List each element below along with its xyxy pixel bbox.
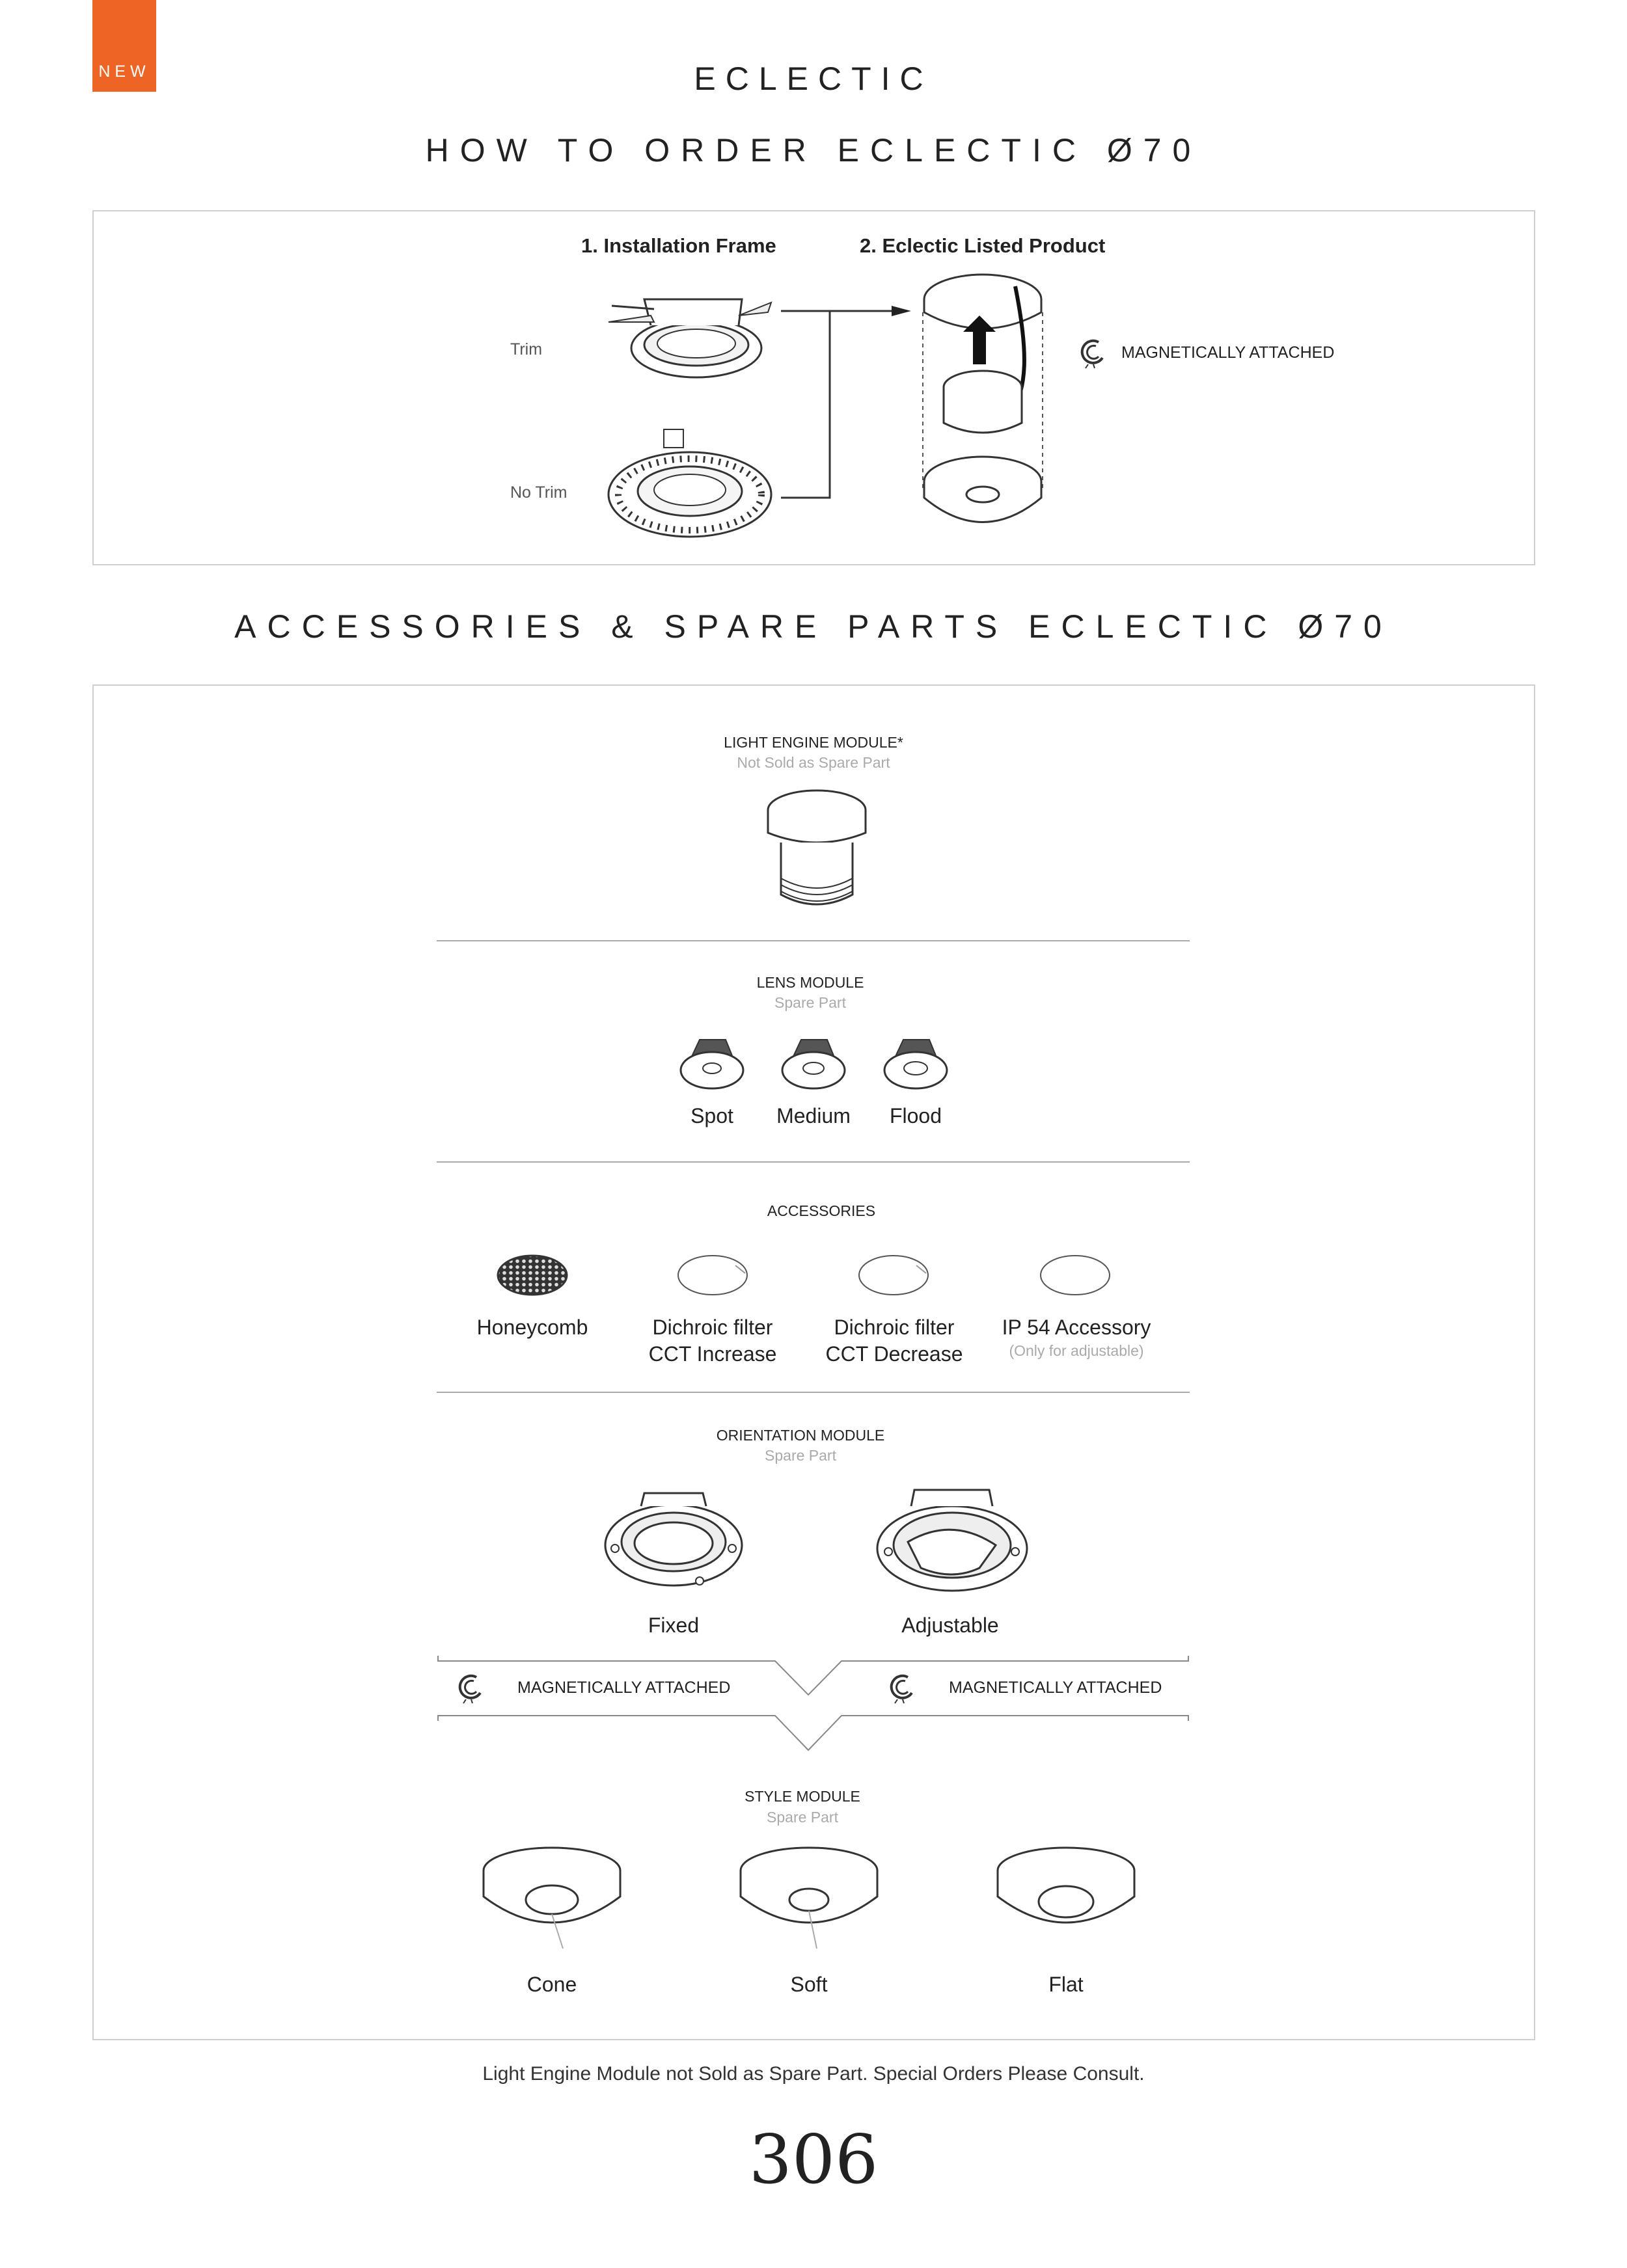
ip54-label [946, 1314, 1207, 1341]
magnetically-attached-label: MAGNETICALLY ATTACHED [1121, 344, 1335, 362]
connector-lines [781, 306, 911, 501]
trim-label: Trim [510, 340, 543, 358]
dichroic-decrease-line1: Dichroic filter [834, 1316, 955, 1339]
dichroic-increase-icon [678, 1256, 747, 1295]
lens-drawings [677, 1034, 950, 1100]
dichroic-decrease-icon [859, 1256, 928, 1295]
style-subtitle: Spare Part [767, 1809, 838, 1826]
light-engine-title: LIGHT ENGINE MODULE* [724, 734, 903, 751]
step-installation-frame: 1. Installation Frame [581, 234, 776, 257]
honeycomb-icon [498, 1256, 567, 1295]
style-drawings [482, 1844, 1139, 1962]
dichroic-increase-line2: CCT Increase [648, 1342, 777, 1366]
style-cone-label: Cone [526, 1973, 577, 1996]
light-engine-drawing [761, 787, 872, 917]
orientation-fixed-icon [605, 1493, 742, 1586]
no-trim-frame-drawing [605, 426, 774, 543]
orientation-title: ORIENTATION MODULE [716, 1427, 885, 1444]
brand-title: ECLECTIC [694, 61, 933, 97]
magnet-icon [1079, 338, 1108, 368]
trim-frame-drawing [605, 286, 774, 384]
style-title: STYLE MODULE [745, 1788, 860, 1805]
light-engine-subtitle: Not Sold as Spare Part [737, 754, 890, 771]
step-listed-product: 2. Eclectic Listed Product [860, 234, 1106, 257]
style-flat-icon [998, 1848, 1134, 1923]
orientation-drawings [602, 1483, 1038, 1600]
accessories-heading: ACCESSORIES & SPARE PARTS ECLECTIC Ø70 [234, 608, 1393, 645]
ip54-accessory-icon [1041, 1256, 1110, 1295]
style-cone-icon [484, 1848, 620, 1949]
lens-module-title: LENS MODULE [756, 974, 864, 991]
accessory-drawings [495, 1252, 1080, 1298]
magnet-icon-right [888, 1673, 917, 1703]
lens-spot-label: Spot [690, 1104, 733, 1127]
divider-2 [437, 1161, 1190, 1163]
style-soft-label: Soft [790, 1973, 828, 1996]
magnetically-attached-right: MAGNETICALLY ATTACHED [949, 1679, 1162, 1697]
lens-flood-label: Flood [889, 1104, 942, 1127]
magnet-icon-left [457, 1673, 485, 1703]
ip54-note: (Only for adjustable) [1009, 1342, 1144, 1359]
orientation-subtitle: Spare Part [765, 1447, 836, 1464]
style-soft-icon [741, 1848, 877, 1949]
listed-product-drawing [918, 273, 1048, 547]
lens-spot-icon [681, 1040, 743, 1088]
divider-1 [437, 940, 1190, 941]
magnetically-attached-left: MAGNETICALLY ATTACHED [517, 1679, 731, 1697]
divider-3 [437, 1392, 1190, 1393]
lens-medium-label: Medium [776, 1104, 851, 1127]
magnetic-chevron-band [437, 1656, 1192, 1753]
footnote: Light Engine Module not Sold as Spare Part. Special Orders Please Consult. [482, 2063, 1145, 2085]
lens-flood-icon [884, 1040, 947, 1088]
lens-medium-icon [782, 1040, 845, 1088]
orientation-adjustable-label: Adjustable [901, 1613, 999, 1637]
accessories-title: ACCESSORIES [767, 1202, 876, 1219]
dichroic-decrease-line2: CCT Decrease [825, 1342, 963, 1366]
dichroic-increase-line1: Dichroic filter [652, 1316, 773, 1339]
how-to-order-heading: HOW TO ORDER ECLECTIC Ø70 [425, 132, 1202, 169]
ip54-line1: IP 54 Accessory [1002, 1316, 1151, 1339]
orientation-fixed-label: Fixed [648, 1613, 700, 1637]
style-flat-label: Flat [1048, 1973, 1084, 1996]
new-badge-label: NEW [98, 62, 150, 81]
honeycomb-line1: Honeycomb [476, 1316, 588, 1339]
lens-module-subtitle: Spare Part [774, 994, 846, 1011]
page-number: 306 [748, 2120, 879, 2199]
orientation-adjustable-icon [877, 1490, 1027, 1591]
no-trim-label: No Trim [510, 483, 567, 502]
